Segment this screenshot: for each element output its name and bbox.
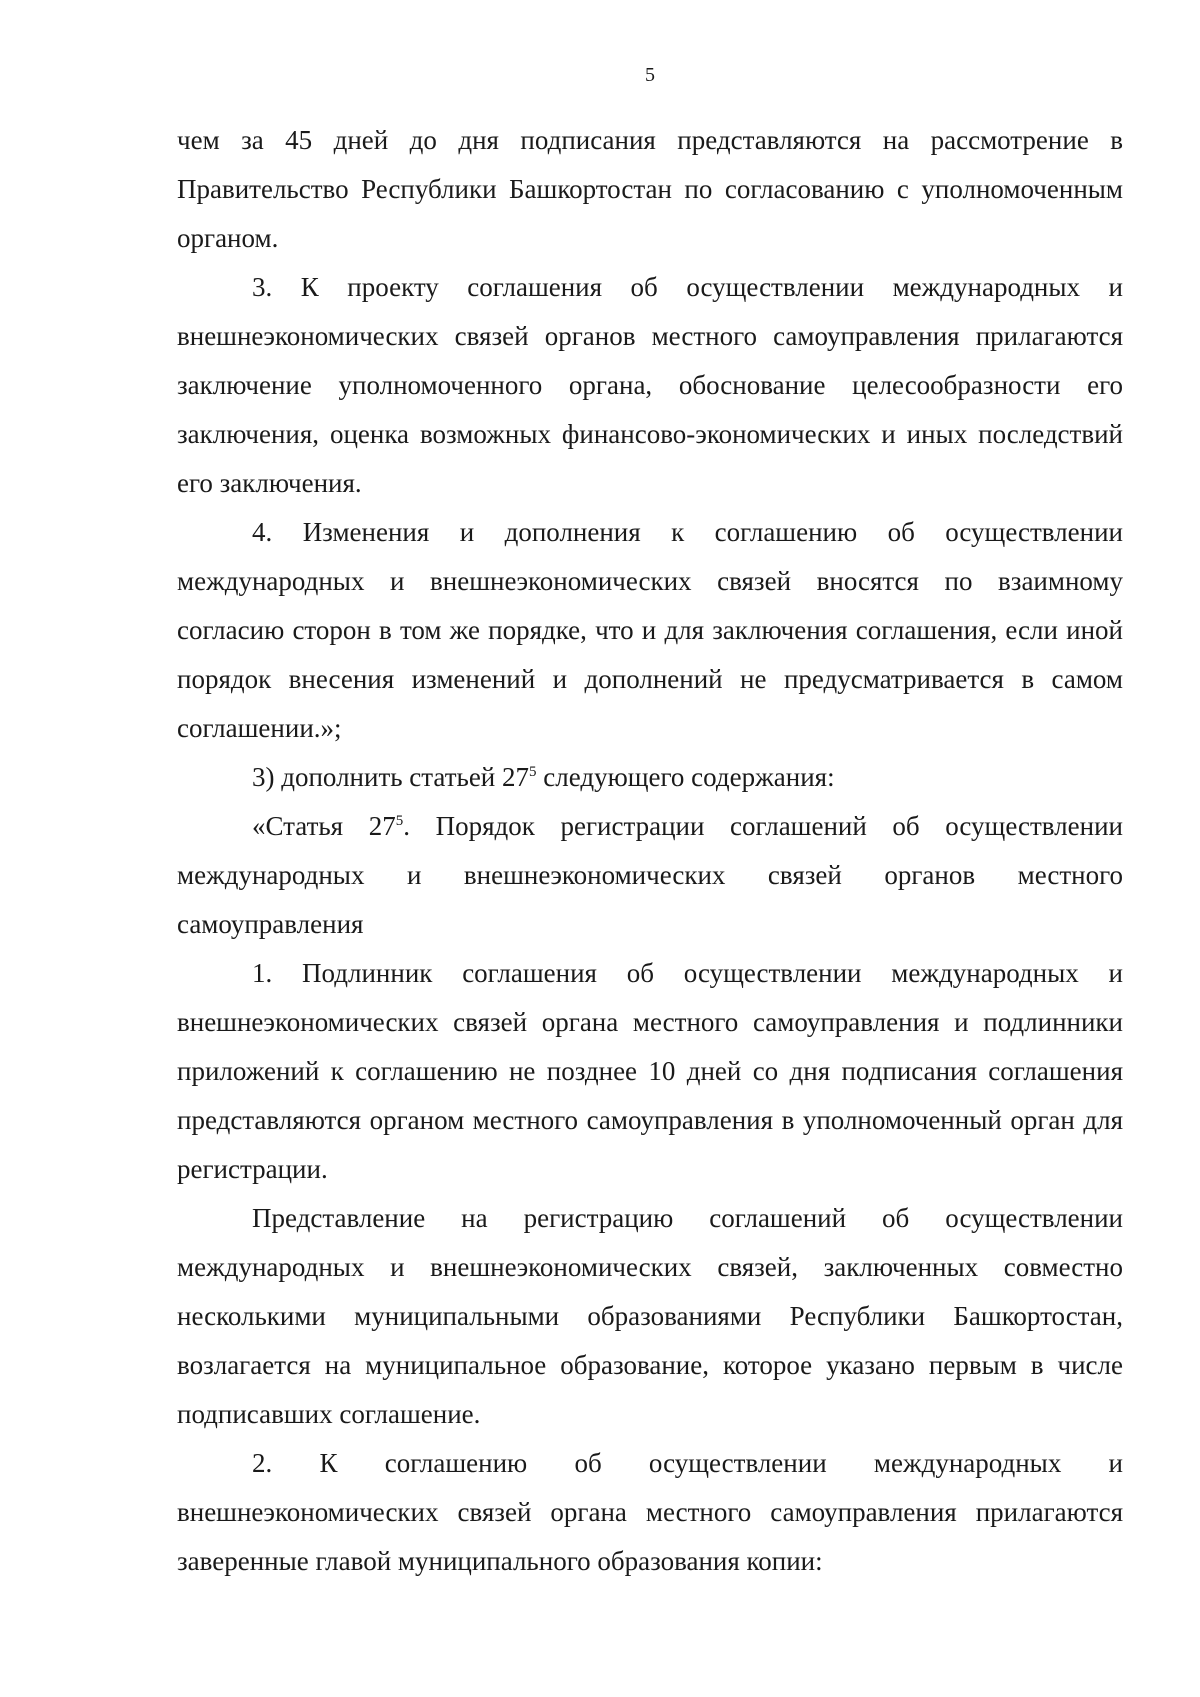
article-heading [177, 802, 1123, 949]
document-body [177, 116, 1123, 1586]
paragraph-amendment-3 [177, 753, 1123, 802]
paragraph-continuation: чем за 45 дней до дня подписания представляются на рассмотрение в Правительство Республики Башкортостан по согласованию с уполномоченным органом. [177, 125, 1123, 253]
article-heading-title: . Порядок регистрации соглашений об осуществлении международных и внешнеэкономических связей органов местного самоуправления [177, 811, 1123, 939]
page-number: 5 [645, 64, 655, 86]
article-item-1-second: Представление на регистрацию соглашений об осуществлении международных и внешнеэкономических связей, заключенных совместно несколькими муниципальными образованиями Республики Башкортостан, возлагается на муниципальное образование, которое указано первым в числе подписавших соглашение. [177, 1203, 1123, 1429]
article-heading-superscript: 5 [395, 813, 404, 829]
article-superscript: 5 [529, 764, 537, 780]
amendment-text: 3) дополнить статьей 27 [252, 762, 530, 792]
article-item-1: 1. Подлинник соглашения об осуществлении международных и внешнеэкономических связей органа местного самоуправления и подлинники приложений к соглашению не позднее 10 дней со дня подписания соглашения представляются органом местного самоуправления в уполномоченный орган для регистрации. [177, 958, 1123, 1184]
article-item-2: 2. К соглашению об осуществлении международных и внешнеэкономических связей органа местного самоуправления прилагаются заверенные главой муниципального образования копии: [177, 1448, 1123, 1576]
article-heading-start: «Статья 27 [252, 811, 396, 841]
amendment-text-end: следующего содержания: [536, 762, 835, 792]
paragraph-item-4: 4. Изменения и дополнения к соглашению об осуществлении международных и внешнеэкономических связей вносятся по взаимному согласию сторон в том же порядке, что и для заключения соглашения, если иной порядок внесения изменений и дополнений не предусматривается в самом соглашении.»; [177, 517, 1123, 743]
paragraph-item-3: 3. К проекту соглашения об осуществлении международных и внешнеэкономических связей органов местного самоуправления прилагаются заключение уполномоченного органа, обоснование целесообразности его заключения, оценка возможных финансово-экономических и иных последствий его заключения. [177, 272, 1123, 498]
